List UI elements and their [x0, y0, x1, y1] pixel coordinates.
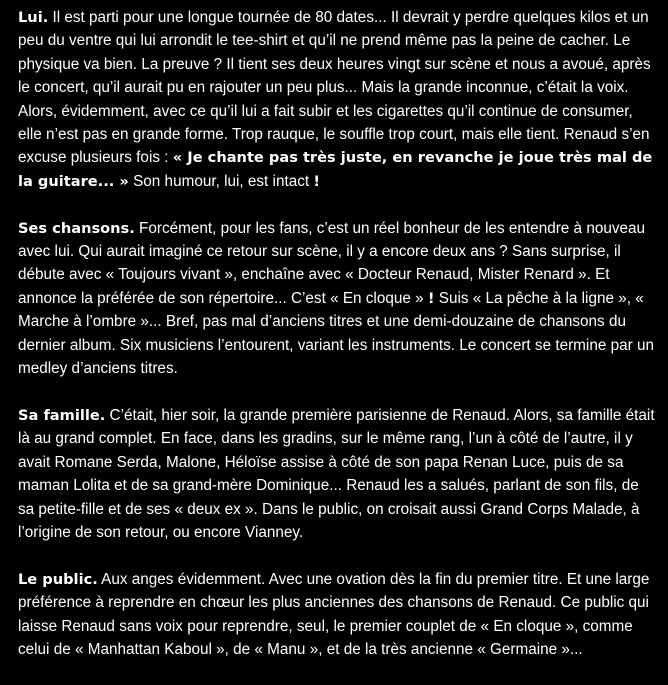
exclamation-mark: !	[313, 172, 321, 190]
exclamation-mark: !	[427, 289, 435, 307]
article-body	[18, 6, 658, 685]
paragraph-text: Aux anges évidemment. Avec une ovation dès la fin du premier titre. Et une large préférence à reprendre en chœur les plus anciennes des chansons de Renaud. Ce public qui laisse Renaud sans voix pour reprendre, seul, le premier couplet de « En cloque », comme celui de « Manhattan Kaboul », de « Manu », et de la très ancienne « Germaine »...	[18, 570, 650, 658]
paragraph-lead: Sa famille.	[18, 406, 106, 424]
paragraph-tail: Son humour, lui, est intact	[128, 172, 314, 190]
paragraph-ses-chansons	[18, 217, 658, 381]
renaud-quote: « Je chante pas très juste, en revanche je joue très mal de la guitare... »	[18, 149, 653, 190]
paragraph-text: Il est parti pour une longue tournée de 80 dates... Il devrait y perdre quelques kilos et un peu du ventre qui lui arrondit le tee-shirt et qu’il ne prend même pas la peine de cacher. Le physique va bien. La preuve ? Il tient ses deux heures vingt sur scène et nous a avoué, après le concert, qu’il aurait pu en rajouter un peu plus... Mais la grande inconnue, c’était la voix. Alors, évidemment, avec ce qu’il lui a fait subir et les cigarettes qu’il continue de consumer, elle n’est pas en grande forme. Trop rauque, le souffle trop court, mais elle tient. Renaud s’en excuse plusieurs fois :	[18, 9, 651, 167]
paragraph-sa-famille	[18, 404, 658, 544]
paragraph-lead: Lui.	[18, 9, 49, 26]
paragraph-tail: Suis « La pêche à la ligne », « Marche à l’ombre »... Bref, pas mal d’anciens titres et une demi-douzaine de chansons du dernier album. Six musiciens l’entourent, variant les instruments. Le concert se termine par un medley d’anciens titres.	[18, 289, 654, 378]
paragraph-lead: Le public.	[18, 570, 98, 588]
paragraph-text: Forcément, pour les fans, c’est un réel bonheur de les entendre à nouveau avec lui. Qui aurait imaginé ce retour sur scène, il y a encore deux ans ? Sans surprise, il débute avec « Toujours vivant », enchaîne avec « Docteur Renaud, Mister Renard ». Et annonce la préférée de son répertoire... C’est « En cloque »	[18, 219, 646, 307]
paragraph-le-public	[18, 568, 658, 662]
paragraph-lead: Ses chansons.	[18, 219, 135, 237]
paragraph-lui	[18, 6, 658, 193]
paragraph-text: C’était, hier soir, la grande première parisienne de Renaud. Alors, sa famille était là au grand complet. En face, dans les gradins, sur le même rang, l’un à côté de l’autre, il y avait Romane Serda, Malone, Héloïse assise à côté de son papa Renan Luce, puis de sa maman Lolita et de sa grand-mère Dominique... Renaud les a salués, parlant de son fils, de sa petite-fille et de ses « deux ex ». Dans le public, on croisait aussi Grand Corps Malade, à l’origine de son retour, ou encore Vianney.	[18, 406, 655, 541]
